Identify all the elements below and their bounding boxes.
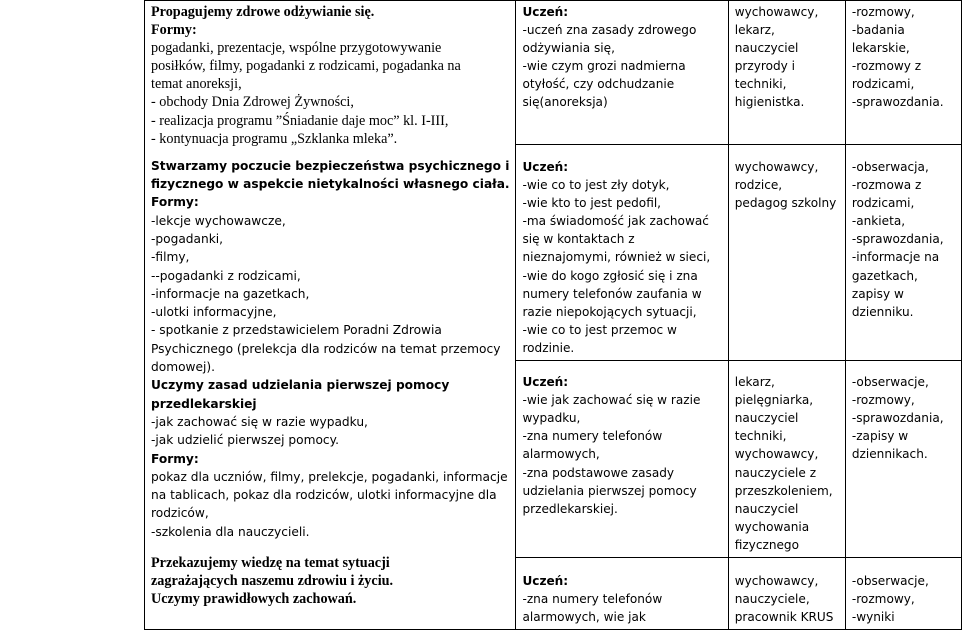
text-line: -ankieta,: [851, 214, 906, 229]
text-line: pogadanki, prezentacje, wspólne przygotowywanie: [151, 40, 442, 57]
health-program-table: [144, 0, 962, 630]
text-line: -informacje na gazetkach,: [151, 286, 310, 301]
text-line: przeszkoleniem,: [734, 483, 833, 498]
text-line: pedagog szkolny: [734, 196, 837, 211]
section-title-dangers: Uczymy prawidłowych zachowań.: [151, 591, 357, 608]
text-line: -wie co to jest zły dotyk,: [522, 178, 670, 193]
student-label: Uczeń:: [522, 160, 569, 174]
text-line: --pogadanki z rodzicami,: [151, 268, 301, 283]
responsible-cell: [728, 557, 845, 629]
text-line: przyrody i: [734, 59, 796, 74]
text-line: się w kontaktach z: [522, 232, 635, 247]
text-line: -rozmowy,: [851, 393, 915, 408]
text-line: alarmowych, wie jak: [522, 610, 646, 625]
text-line: dziennikach.: [851, 447, 928, 462]
text-line: alarmowych,: [522, 447, 600, 462]
text-line: lekarz,: [734, 375, 775, 390]
text-line: - obchody Dnia Zdrowej Żywności,: [151, 94, 354, 111]
text-line: -zapisy w: [851, 429, 909, 444]
text-line: - kontynuacja programu „Szklanka mleka”.: [151, 130, 398, 147]
text-line: techniki,: [734, 429, 787, 444]
text-line: wychowawcy,: [734, 573, 819, 588]
text-line: fizycznego: [734, 537, 800, 552]
student-outcomes-cell: [516, 1, 728, 145]
text-line: nieznajomymi, również w sieci,: [522, 250, 711, 265]
section-title-nutrition: Propagujemy zdrowe odżywianie się.: [151, 4, 375, 20]
text-line: temat anoreksji,: [151, 76, 242, 93]
student-label: Uczeń:: [522, 5, 569, 19]
text-line: -obserwacje,: [851, 573, 929, 588]
text-line: się(anoreksja): [522, 95, 608, 110]
text-line: pielęgniarka,: [734, 393, 814, 408]
text-line: nauczyciel: [734, 41, 799, 56]
text-line: -sprawozdania.: [851, 95, 944, 110]
evaluation-cell: [845, 145, 961, 361]
text-line: rodzicami,: [851, 77, 915, 92]
text-line: -pogadanki,: [151, 231, 224, 246]
text-line: rodzice,: [734, 178, 783, 193]
text-line: -wie kto to jest pedofil,: [522, 196, 662, 211]
text-line: -zna numery telefonów: [522, 429, 663, 444]
text-line: posiłków, filmy, pogadanki z rodzicami, pogadanka na: [151, 58, 461, 75]
text-line: -zna numery telefonów: [522, 592, 663, 607]
student-outcomes-cell: [516, 361, 728, 558]
text-line: zapisy w: [851, 286, 904, 301]
text-line: pokaz dla uczniów, filmy, prelekcje, pogadanki, informacje: [151, 469, 508, 484]
text-line: -wyniki: [851, 610, 895, 625]
text-line: rodziców,: [151, 506, 209, 521]
text-line: nauczyciel: [734, 501, 799, 516]
text-line: -uczeń zna zasady zdrowego: [522, 23, 697, 38]
responsible-cell: [728, 1, 845, 145]
text-line: rodzicami,: [851, 196, 915, 211]
text-line: -ma świadomość jak zachować: [522, 214, 709, 229]
text-line: -rozmowy,: [851, 592, 915, 607]
text-line: wychowawcy,: [734, 5, 819, 19]
responsible-cell: [728, 361, 845, 558]
section-title-dangers: Przekazujemy wiedzę na temat sytuacji: [151, 554, 390, 571]
text-line: -filmy,: [151, 250, 190, 265]
text-line: higienistka.: [734, 95, 805, 110]
forms-label: Formy:: [151, 451, 199, 466]
text-line: techniki,: [734, 77, 787, 92]
text-line: -wie do kogo zgłosić się i zna: [522, 268, 698, 283]
student-outcomes-cell: [516, 145, 728, 361]
text-line: -jak zachować się w razie wypadku,: [151, 414, 368, 429]
text-line: numery telefonów zaufania w: [522, 286, 702, 301]
text-line: -obserwacja,: [851, 160, 929, 174]
evaluation-cell: [845, 1, 961, 145]
text-line: lekarskie,: [851, 41, 910, 56]
text-line: nauczyciele z: [734, 465, 817, 480]
text-line: gazetkach,: [851, 268, 918, 283]
student-label: Uczeń:: [522, 573, 569, 588]
forms-label: Formy:: [151, 195, 199, 210]
section-title-first-aid: przedlekarskiej: [151, 396, 257, 411]
text-line: wychowania: [734, 519, 810, 534]
text-line: rodzinie.: [522, 340, 575, 355]
text-line: przedlekarskiej.: [522, 501, 618, 516]
text-line: -wie czym grozi nadmierna: [522, 59, 686, 74]
student-outcomes-cell: [516, 557, 728, 629]
text-line: wychowawcy,: [734, 447, 819, 462]
text-line: - spotkanie z przedstawicielem Poradni Zdrowia: [151, 323, 442, 338]
text-line: -wie jak zachować się w razie: [522, 393, 701, 408]
text-line: -rozmowy z: [851, 59, 922, 74]
text-line: -wie co to jest przemoc w: [522, 322, 677, 337]
text-line: pracownik KRUS: [734, 610, 834, 625]
text-line: -zna podstawowe zasady: [522, 465, 675, 480]
text-line: razie niepokojących sytuacji,: [522, 304, 697, 319]
text-line: na tablicach, pokaz dla rodziców, ulotki informacyjne dla: [151, 488, 497, 503]
text-line: -lekcje wychowawcze,: [151, 213, 286, 228]
text-line: -szkolenia dla nauczycieli.: [151, 524, 310, 539]
text-line: nauczyciel: [734, 411, 799, 426]
student-label: Uczeń:: [522, 375, 569, 390]
text-line: Psychicznego (prelekcja dla rodziców na temat przemocy: [151, 341, 501, 356]
activities-cell: [145, 1, 516, 630]
text-line: - realizacja programu ”Śniadanie daje moc” kl. I-III,: [151, 112, 449, 129]
evaluation-cell: [845, 361, 961, 558]
table-row: [145, 1, 962, 145]
text-line: nauczyciele,: [734, 592, 810, 607]
text-line: domowej).: [151, 360, 216, 375]
text-line: odżywiania się,: [522, 41, 615, 56]
section-title-safety: fizycznego w aspekcie nietykalności własnego ciała.: [151, 177, 510, 192]
text-line: dzienniku.: [851, 304, 914, 319]
text-line: -ulotki informacyjne,: [151, 305, 277, 320]
text-line: -jak udzielić pierwszej pomocy.: [151, 433, 339, 448]
section-title-safety: Stwarzamy poczucie bezpieczeństwa psychicznego i: [151, 158, 510, 173]
text-line: -informacje na: [851, 250, 940, 265]
section-title-dangers: zagrażających naszemu zdrowiu i życiu.: [151, 573, 394, 590]
evaluation-cell: [845, 557, 961, 629]
text-line: -sprawozdania,: [851, 232, 944, 247]
text-line: -badania: [851, 23, 905, 38]
text-line: wychowawcy,: [734, 160, 819, 174]
text-line: -rozmowy,: [851, 5, 915, 19]
forms-label: Formy:: [151, 22, 197, 39]
section-title-first-aid: Uczymy zasad udzielania pierwszej pomocy: [151, 378, 450, 393]
text-line: lekarz,: [734, 23, 775, 38]
text-line: -sprawozdania,: [851, 411, 944, 426]
text-line: wypadku,: [522, 411, 581, 426]
text-line: -rozmowa z: [851, 178, 922, 193]
text-line: otyłość, czy odchudzanie: [522, 77, 675, 92]
responsible-cell: [728, 145, 845, 361]
text-line: -obserwacje,: [851, 375, 929, 390]
text-line: udzielania pierwszej pomocy: [522, 483, 697, 498]
